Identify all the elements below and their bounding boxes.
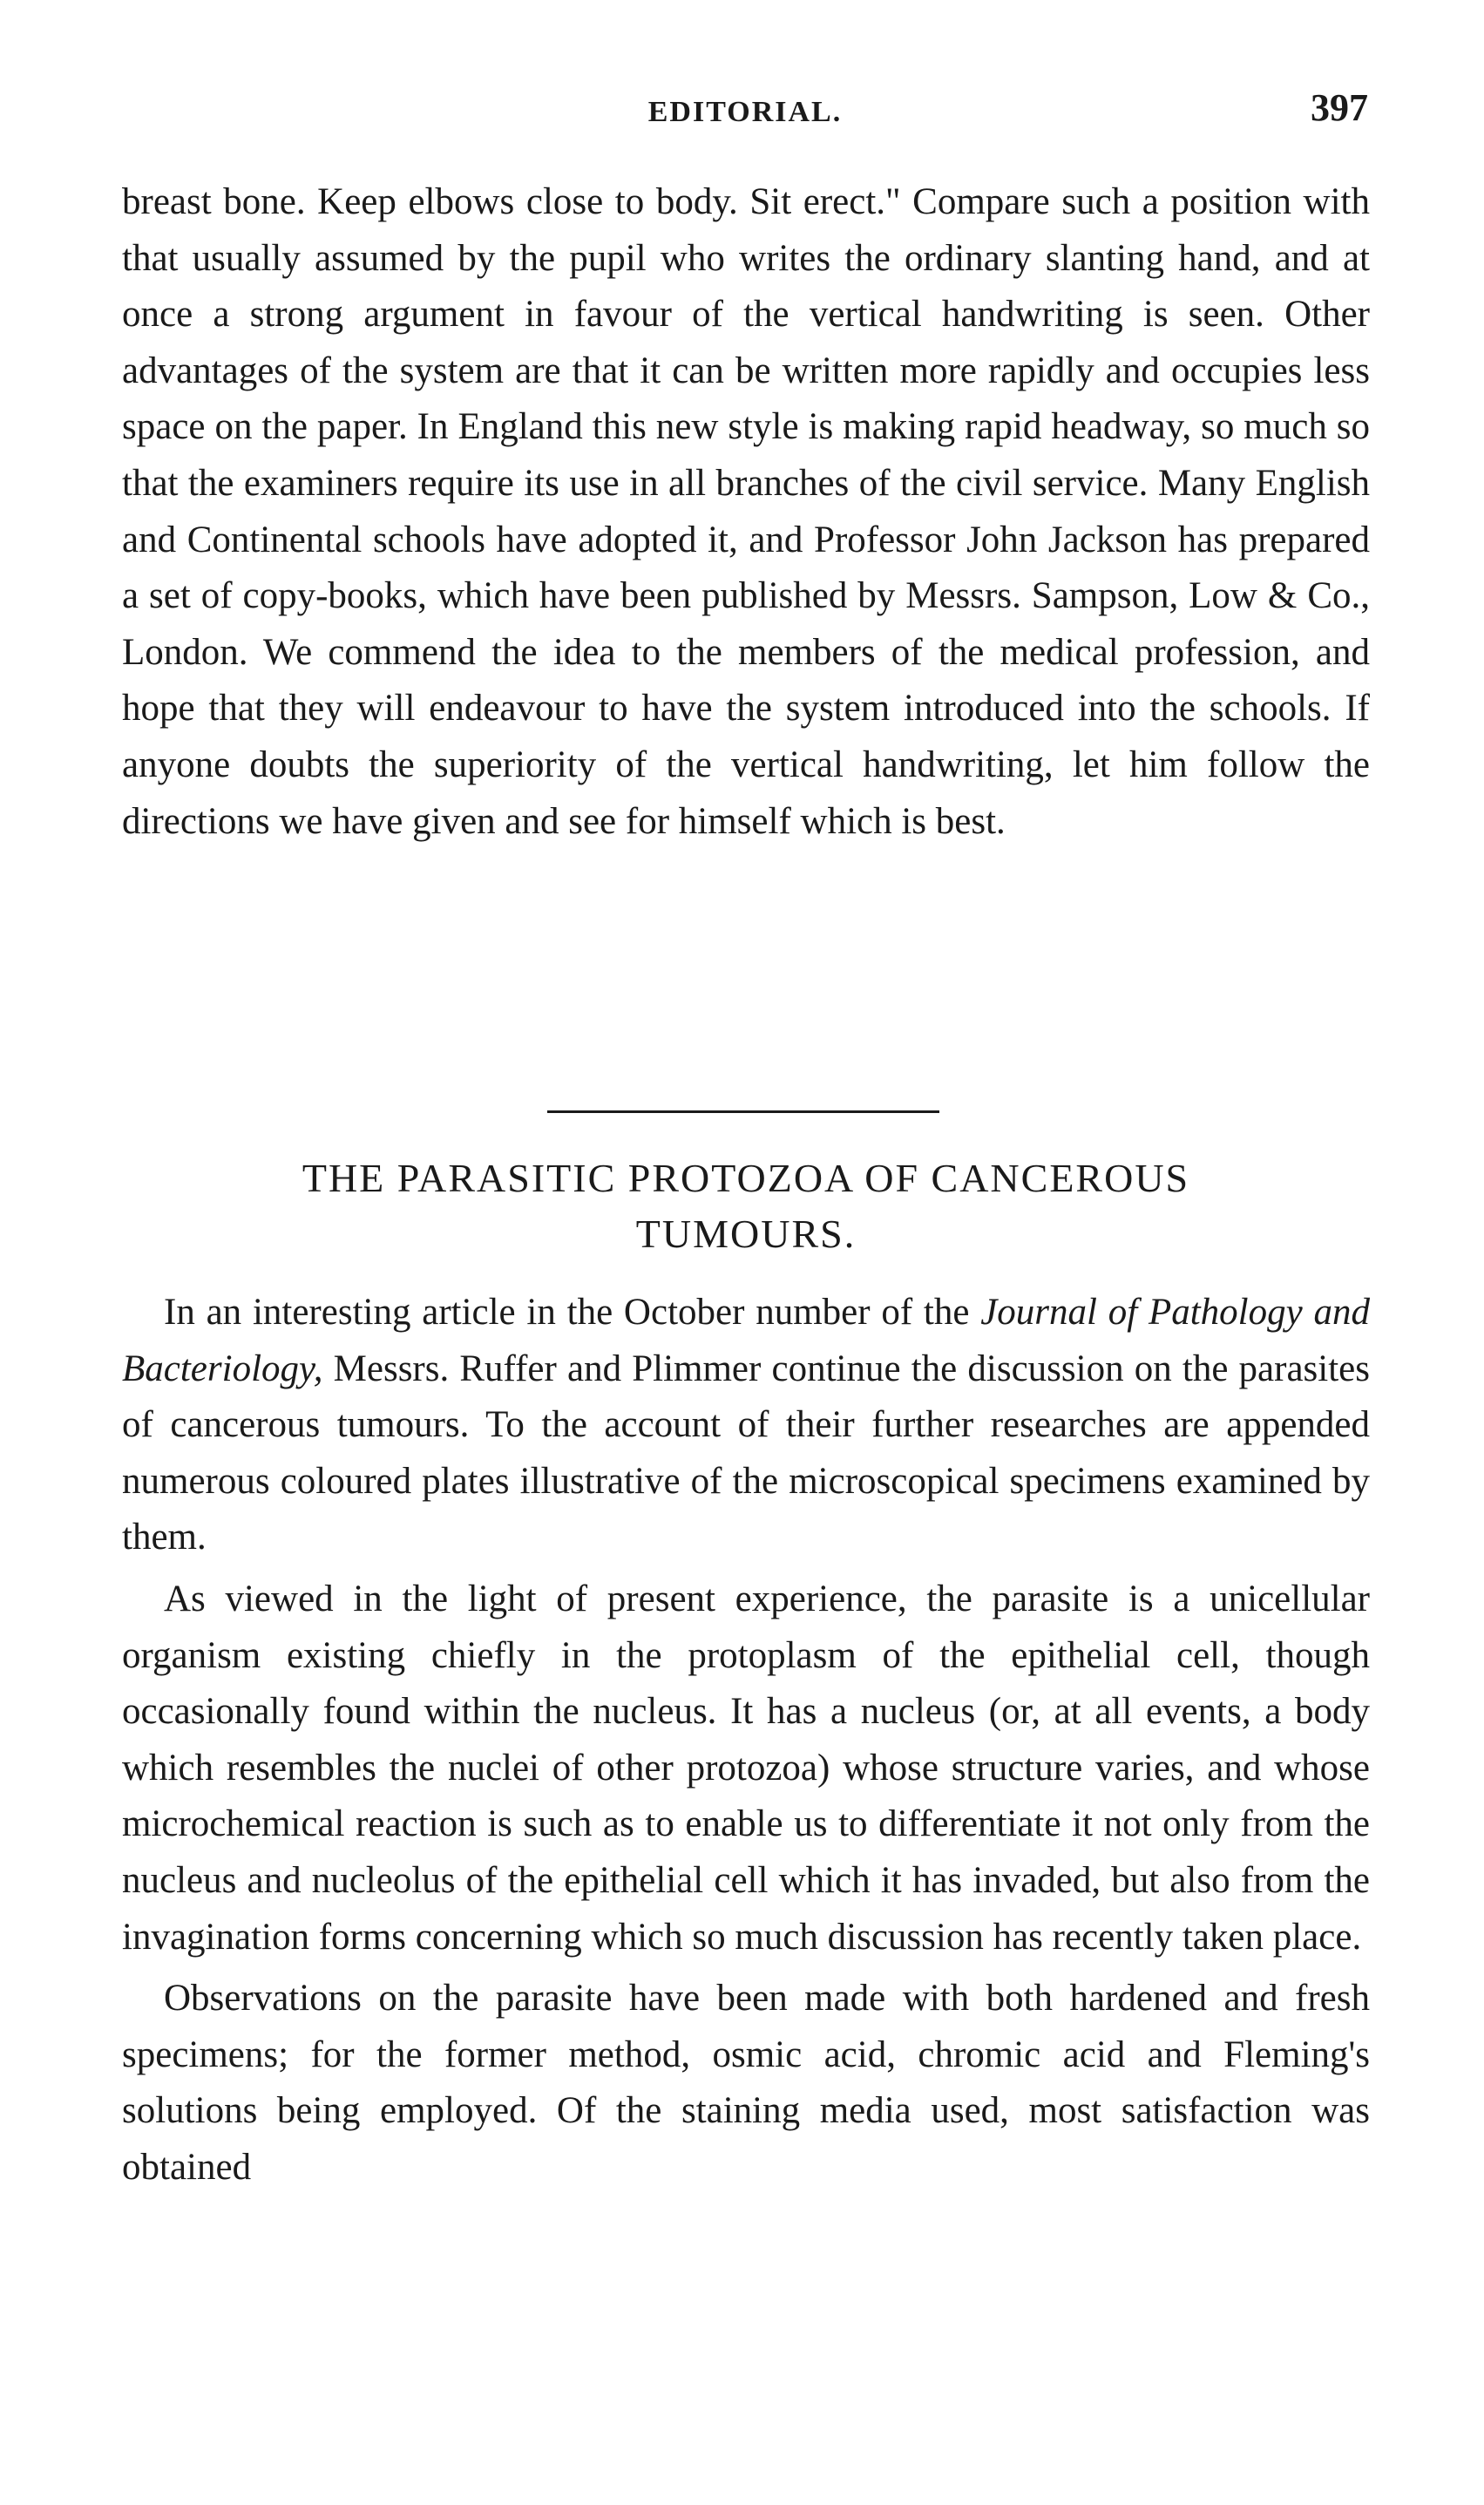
article-title-line-2: TUMOURS.: [635, 1212, 857, 1256]
continued-text-block: [122, 174, 1370, 850]
article-paragraph-2: As viewed in the light of present experience, the parasite is a unicellular organism existing chiefly in the protoplasm of the epithelial cell, though occasionally found within the nucleus. It has a nucleus (or, at all events, a body which resembles the nuclei of other protozoa) whose structure varies, and whose microchemical reaction is such as to enable us to differentiate it not only from the nucleus and nucleolus of the epithelial cell which it has invaded, but also from the invagination forms concerning which so much discussion has recently taken place.: [122, 1578, 1370, 1958]
article-paragraph-3: Observations on the parasite have been made with both hardened and fresh specimens; for the former method, osmic acid, chromic acid and Fleming's solutions being employed. Of the staining media used, most satisfaction was obtained: [122, 1978, 1370, 2188]
page-number: 397: [1311, 86, 1368, 129]
article-body: [122, 1285, 1370, 2202]
section-divider: [547, 1110, 939, 1113]
article-title: [122, 1151, 1370, 1262]
paragraph-1-lead: In an interesting article in the October number of the: [164, 1292, 981, 1333]
journal-title: Journal of Pathology and Bacteriology,: [122, 1292, 1370, 1389]
continued-paragraph: breast bone. Keep elbows close to body. Sit erect." Compare such a position with that usually assumed by the pupil who writes the ordinary slanting hand, and at once a strong argument in favour of the vertical handwriting is seen. Other advantages of the system are that it can be written more rapidly and occupies less space on the paper. In England this new style is making rapid headway, so much so that the examiners require its use in all branches of the civil service. Many English and Continental schools have adopted it, and Professor John Jackson has prepared a set of copy-books, which have been published by Messrs. Sampson, Low & Co., London. We commend the idea to the members of the medical profession, and hope that they will endeavour to have the system introduced into the schools. If anyone doubts the superiority of the vertical handwriting, let him follow the directions we have given and see for himself which is best.: [122, 181, 1370, 842]
article-paragraph-1: [122, 1285, 1370, 1566]
running-title: EDITORIAL.: [647, 96, 843, 128]
running-head: [122, 84, 1368, 136]
paragraph-1-rest: Messrs. Ruffer and Plimmer continue the discussion on the parasites of cancerous tumours. To the account of their further researches are appended numerous coloured plates illustrative of the microscopical specimens examined by them.: [122, 1348, 1370, 1558]
article-title-line-1: THE PARASITIC PROTOZOA OF CANCEROUS: [302, 1156, 1190, 1200]
